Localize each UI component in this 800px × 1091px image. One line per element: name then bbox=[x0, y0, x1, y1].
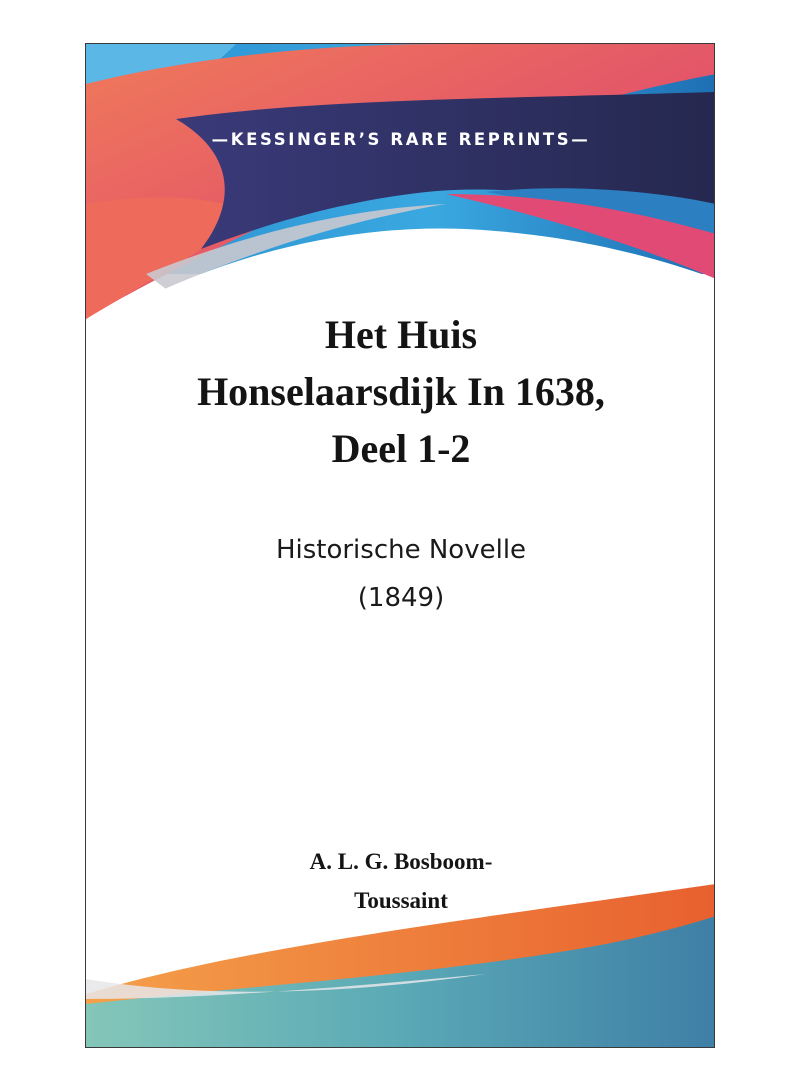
book-subtitle bbox=[86, 526, 715, 622]
book-title bbox=[86, 306, 715, 477]
publisher-banner: —KESSINGER’S RARE REPRINTS— bbox=[211, 130, 591, 149]
title-line: Honselaarsdijk In 1638, bbox=[197, 369, 605, 414]
author-line: Toussaint bbox=[354, 888, 448, 913]
title-line: Deel 1-2 bbox=[331, 426, 471, 471]
author-line: A. L. G. Bosboom- bbox=[309, 849, 493, 874]
book-author bbox=[86, 842, 715, 920]
subtitle-line: (1849) bbox=[357, 583, 445, 613]
title-line: Het Huis bbox=[324, 312, 478, 357]
book-cover bbox=[85, 43, 715, 1048]
subtitle-line: Historische Novelle bbox=[275, 535, 527, 565]
